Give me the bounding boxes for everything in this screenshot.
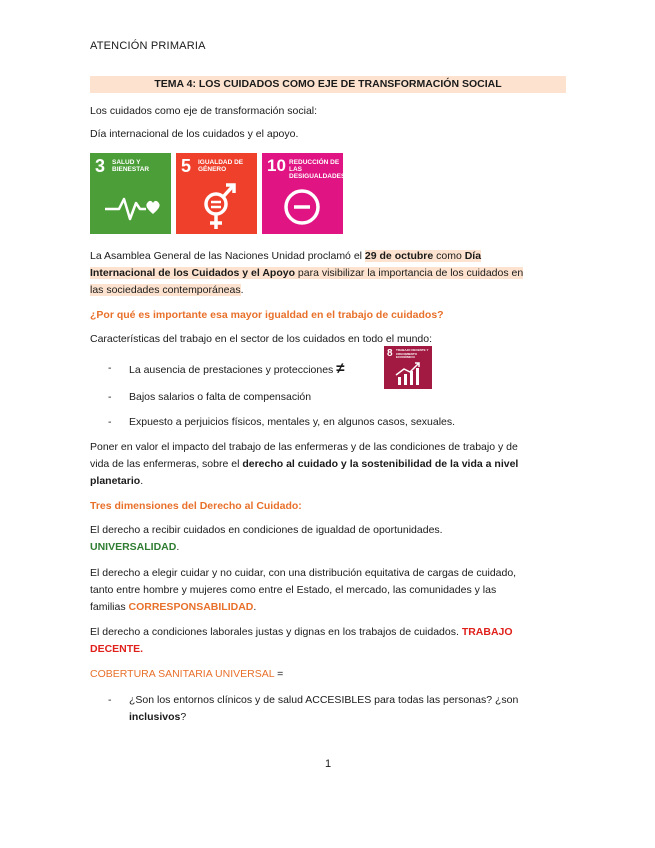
dimension-1-end: . xyxy=(176,541,180,553)
reduced-inequality-icon xyxy=(262,153,346,234)
sdg-number: 3 xyxy=(95,156,106,176)
sdg-label: REDUCCIÓN DE LAS DESIGUALDADES xyxy=(289,159,346,180)
assembly-text-2: como xyxy=(433,250,465,262)
assembly-text-3: para visibilizar la importancia de los cuidados en xyxy=(294,267,524,279)
coverage-label: COBERTURA SANITARIA UNIVERSAL xyxy=(90,668,275,680)
bullet-dash: - xyxy=(108,391,112,403)
coverage-question-1: ¿Son los entornos clínicos y de salud ACCESIBLES para todas las personas? ¿son xyxy=(129,694,519,706)
trabajo-tag: TRABAJO xyxy=(461,626,513,638)
value-paragraph xyxy=(90,439,572,490)
dimension-3 xyxy=(90,624,572,658)
coverage-equals: = xyxy=(274,668,284,680)
dimension-2-text-2: tanto entre hombre y mujeres como entre el Estado, el mercado, las comunidades y las xyxy=(90,584,497,596)
bullet-text: La ausencia de prestaciones y protecciones ≠ xyxy=(129,360,345,377)
bullet-text: Bajos salarios o falta de compensación xyxy=(129,391,312,403)
corresponsabilidad-tag: CORRESPONSABILIDAD xyxy=(128,601,254,613)
bullet-text xyxy=(129,692,569,726)
sdg-number: 8 xyxy=(387,348,393,359)
sdg-label: TRABAJO DECENTE Y CRECIMIENTO ECONÓMICO xyxy=(396,348,429,359)
question-heading: ¿Por qué es importante esa mayor igualdad en el trabajo de cuidados? xyxy=(90,309,444,321)
assembly-event-b: Internacional de los Cuidados y el Apoyo xyxy=(90,267,295,279)
bullet-text: Expuesto a perjuicios físicos, mentales y, en algunos casos, sexuales. xyxy=(129,416,456,428)
dimensions-heading: Tres dimensiones del Derecho al Cuidado: xyxy=(90,500,302,512)
characteristics-intro: Características del trabajo en el sector de los cuidados en todo el mundo: xyxy=(90,333,433,345)
topic-title: TEMA 4: LOS CUIDADOS COMO EJE DE TRANSFORMACIÓN SOCIAL xyxy=(154,78,502,90)
sdg-number: 5 xyxy=(181,156,192,176)
value-bold-2: planetario xyxy=(90,475,141,487)
dimension-2-text-1: El derecho a elegir cuidar y no cuidar, con una distribución equitativa de cargas de cuidado, xyxy=(90,567,517,579)
assembly-date: 29 de octubre xyxy=(364,250,434,262)
page-number: 1 xyxy=(324,758,332,770)
coverage-question-end: ? xyxy=(180,711,187,723)
dimension-2 xyxy=(90,565,572,616)
document-header: ATENCIÓN PRIMARIA xyxy=(90,40,206,52)
intro-line-1: Los cuidados como eje de transformación social: xyxy=(90,105,318,117)
sdg-number: 10 xyxy=(267,156,286,175)
dimension-1 xyxy=(90,522,572,556)
sdg-label: IGUALDAD DE GÉNERO xyxy=(198,159,244,173)
sdg-tile-5 xyxy=(176,153,257,234)
not-equal-symbol: ≠ xyxy=(336,360,345,377)
dimension-2-text-3: familias xyxy=(90,601,129,613)
intro-line-2: Día internacional de los cuidados y el apoyo. xyxy=(90,128,299,140)
universalidad-tag: UNIVERSALIDAD xyxy=(90,541,177,553)
assembly-text-1: La Asamblea General de las Naciones Unidad proclamó el xyxy=(90,250,365,262)
growth-chart-icon xyxy=(384,346,432,389)
heartbeat-icon xyxy=(90,153,171,234)
sdg-tile-8 xyxy=(384,346,432,389)
dimension-1-text: El derecho a recibir cuidados en condiciones de igualdad de oportunidades. xyxy=(90,524,443,536)
gender-equality-icon xyxy=(176,153,257,234)
dimension-3-text: El derecho a condiciones laborales justas y dignas en los trabajos de cuidados. xyxy=(90,626,462,638)
value-text-2: vida de las enfermeras, sobre el xyxy=(90,458,243,470)
coverage-inclusivos: inclusivos xyxy=(129,711,181,723)
assembly-text-4: las sociedades contemporáneas xyxy=(90,284,241,296)
assembly-paragraph xyxy=(90,248,572,299)
bullet-dash: - xyxy=(108,694,112,706)
dimension-2-end: . xyxy=(253,601,257,613)
sdg-label: SALUD Y BIENESTAR xyxy=(112,159,150,173)
sdg-tile-10 xyxy=(262,153,346,234)
coverage-line xyxy=(90,666,572,683)
value-text-3: . xyxy=(140,475,144,487)
sdg-tile-3 xyxy=(90,153,171,234)
assembly-event-a: Día xyxy=(464,250,482,262)
bullet-dash: - xyxy=(108,416,112,428)
assembly-text-5: . xyxy=(240,284,244,296)
value-text-1: Poner en valor el impacto del trabajo de las enfermeras y de las condiciones de trabajo y de xyxy=(90,441,518,453)
value-bold-1: derecho al cuidado y la sostenibilidad de la vida a nivel xyxy=(242,458,519,470)
bullet-dash: - xyxy=(108,362,112,374)
decente-tag: DECENTE. xyxy=(90,643,144,655)
